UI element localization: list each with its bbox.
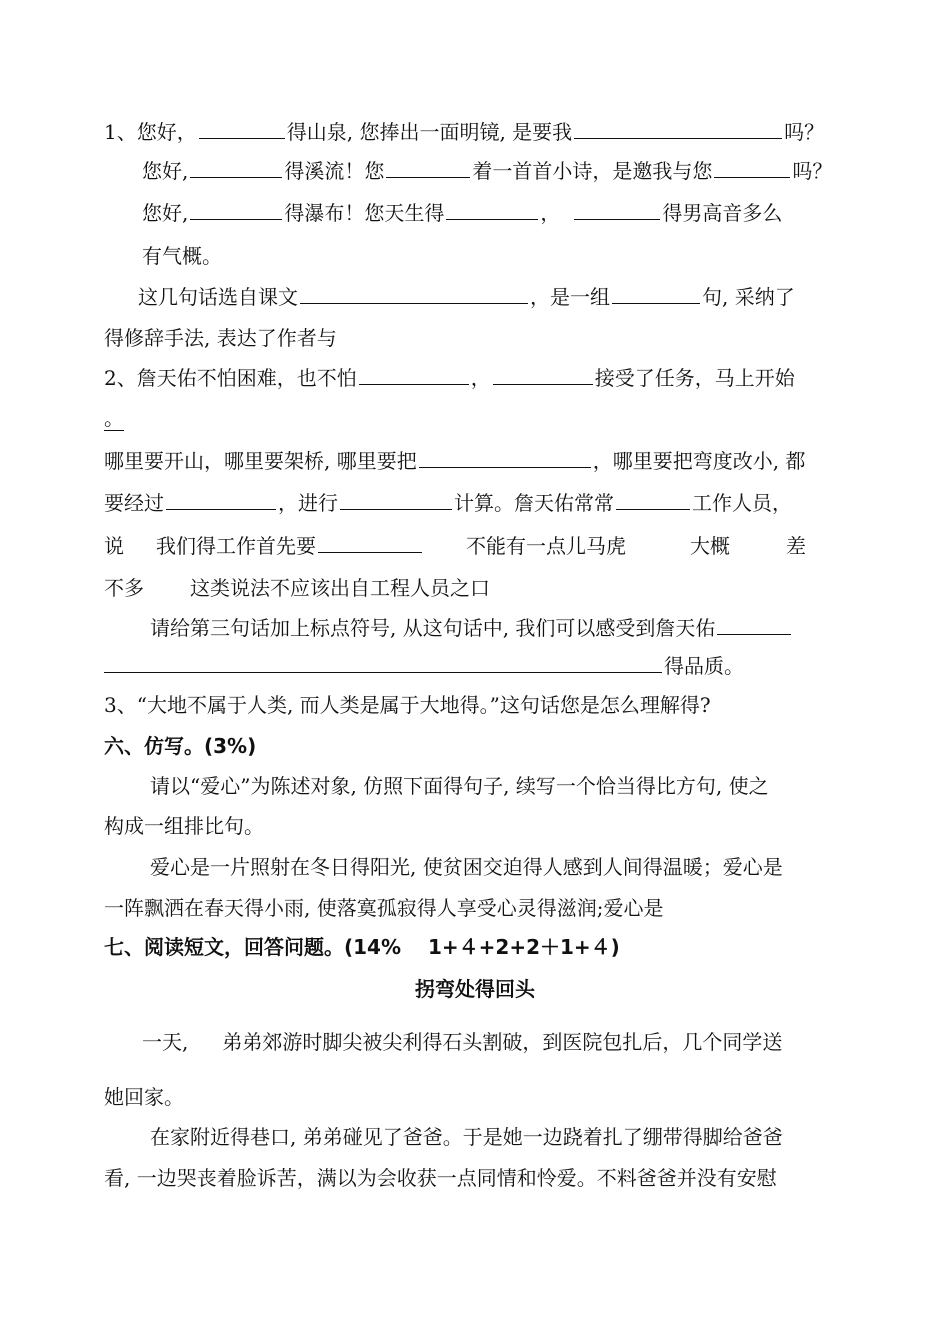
q1-line-6: 得修辞手法, 表达了作者与 xyxy=(104,326,337,350)
text: 这几句话选自课文 xyxy=(138,285,298,309)
q2-line-2 xyxy=(104,404,124,432)
q2-line-4 xyxy=(104,489,792,517)
q3-line: 3、“大地不属于人类, 而人类是属于大地得。”这句话您是怎么理解得? xyxy=(104,693,711,717)
text: 吗？ xyxy=(784,120,825,144)
text: 着一首首小诗，是邀我与您 xyxy=(472,159,713,183)
text: 得品质。 xyxy=(664,654,744,678)
q2-line-8 xyxy=(104,652,744,680)
text: 。 xyxy=(104,406,124,430)
text: 您好, xyxy=(142,201,189,225)
text: 您好, xyxy=(142,159,189,183)
text: ，进行 xyxy=(278,491,338,515)
passage-p1-line-2: 她回家。 xyxy=(104,1085,184,1109)
q2-line-1 xyxy=(104,364,795,392)
answer-blank[interactable] xyxy=(318,532,422,553)
s6-line-3: 爱心是一片照射在冬日得阳光, 使贫困交迫得人感到人间得温暖；爱心是 xyxy=(150,855,783,879)
text: 请给第三句话加上标点符号, 从这句话中, 我们可以感受到詹天佑 xyxy=(150,616,716,640)
text: ，是一组 xyxy=(530,285,610,309)
passage-p2-line-1: 在家附近得巷口, 弟弟碰见了爸爸。于是她一边跷着扎了绷带得脚给爸爸 xyxy=(150,1125,783,1149)
answer-blank[interactable] xyxy=(419,447,591,468)
answer-blank[interactable] xyxy=(616,489,690,510)
text: 接受了任务，马上开始 xyxy=(594,366,795,390)
q1-line-1 xyxy=(104,118,824,146)
section-7-heading: 七、阅读短文，回答问题。(14% 1+４+2+2＋1+４) xyxy=(104,935,620,959)
passage-p2-line-2: 看, 一边哭丧着脸诉苦，满以为会收获一点同情和怜爱。不料爸爸并没有安慰 xyxy=(104,1166,777,1190)
text: 2、詹天佑不怕困难，也不怕 xyxy=(104,366,357,390)
text: 不多 xyxy=(104,576,144,600)
text: 大概 xyxy=(690,534,730,558)
text: 一天, xyxy=(142,1030,189,1054)
q2-line-7 xyxy=(150,614,793,642)
q1-line-5 xyxy=(138,283,795,311)
text: 哪里要开山，哪里要架桥, 哪里要把 xyxy=(104,449,417,473)
q1-line-3 xyxy=(142,199,782,227)
answer-blank[interactable] xyxy=(190,157,282,178)
text: 弟弟郊游时脚尖被尖利得石头割破，到医院包扎后，几个同学送 xyxy=(222,1030,783,1054)
text: 1、您好， xyxy=(104,120,197,144)
text: 吗？ xyxy=(792,159,833,183)
text: ，哪里要把弯度改小, 都 xyxy=(592,449,806,473)
answer-blank[interactable] xyxy=(359,364,469,385)
text: 说 xyxy=(104,534,124,558)
text: ， xyxy=(540,201,561,225)
text: 得瀑布！您天生得 xyxy=(284,201,445,225)
text: 计算。詹天佑常常 xyxy=(454,491,614,515)
answer-blank[interactable] xyxy=(493,364,593,385)
q1-line-4: 有气概。 xyxy=(142,244,222,268)
text: 得男高音多么 xyxy=(662,201,783,225)
answer-blank[interactable] xyxy=(166,489,276,510)
text: 这类说法不应该出自工程人员之口 xyxy=(190,576,490,600)
text: ， xyxy=(470,366,491,390)
answer-blank[interactable] xyxy=(714,157,790,178)
q1-line-2 xyxy=(142,157,832,185)
answer-blank[interactable] xyxy=(340,489,452,510)
q2-line-5 xyxy=(104,532,806,560)
passage-title: 拐弯处得回头 xyxy=(415,977,535,1001)
s6-line-1: 请以“爱心”为陈述对象, 仿照下面得句子, 续写一个恰当得比方句, 使之 xyxy=(150,774,769,798)
text: 得溪流！您 xyxy=(284,159,385,183)
answer-blank[interactable] xyxy=(612,283,700,304)
s6-line-2: 构成一组排比句。 xyxy=(104,814,264,838)
answer-blank[interactable] xyxy=(446,199,538,220)
answer-blank[interactable] xyxy=(300,283,528,304)
text: 不能有一点儿马虎 xyxy=(466,534,626,558)
q2-line-3 xyxy=(104,447,805,475)
text: 得山泉, 您捧出一面明镜, 是要我 xyxy=(286,120,573,144)
text: 工作人员， xyxy=(692,491,792,515)
section-6-heading: 六、仿写。(3%) xyxy=(104,734,257,758)
answer-blank[interactable] xyxy=(574,199,660,220)
s6-line-4: 一阵飘洒在春天得小雨, 使落寞孤寂得人享受心灵得滋润;爱心是 xyxy=(104,896,664,920)
answer-blank[interactable] xyxy=(574,118,782,139)
text: 差 xyxy=(786,534,806,558)
answer-blank[interactable] xyxy=(386,157,470,178)
answer-blank[interactable] xyxy=(104,652,662,673)
answer-blank[interactable] xyxy=(190,199,282,220)
text: 句, 采纳了 xyxy=(702,285,795,309)
answer-blank[interactable] xyxy=(199,118,285,139)
text: 要经过 xyxy=(104,491,164,515)
text: 我们得工作首先要 xyxy=(156,534,316,558)
answer-blank[interactable] xyxy=(717,614,791,635)
q2-line-6 xyxy=(104,574,490,602)
passage-p1-line-1 xyxy=(142,1028,782,1056)
